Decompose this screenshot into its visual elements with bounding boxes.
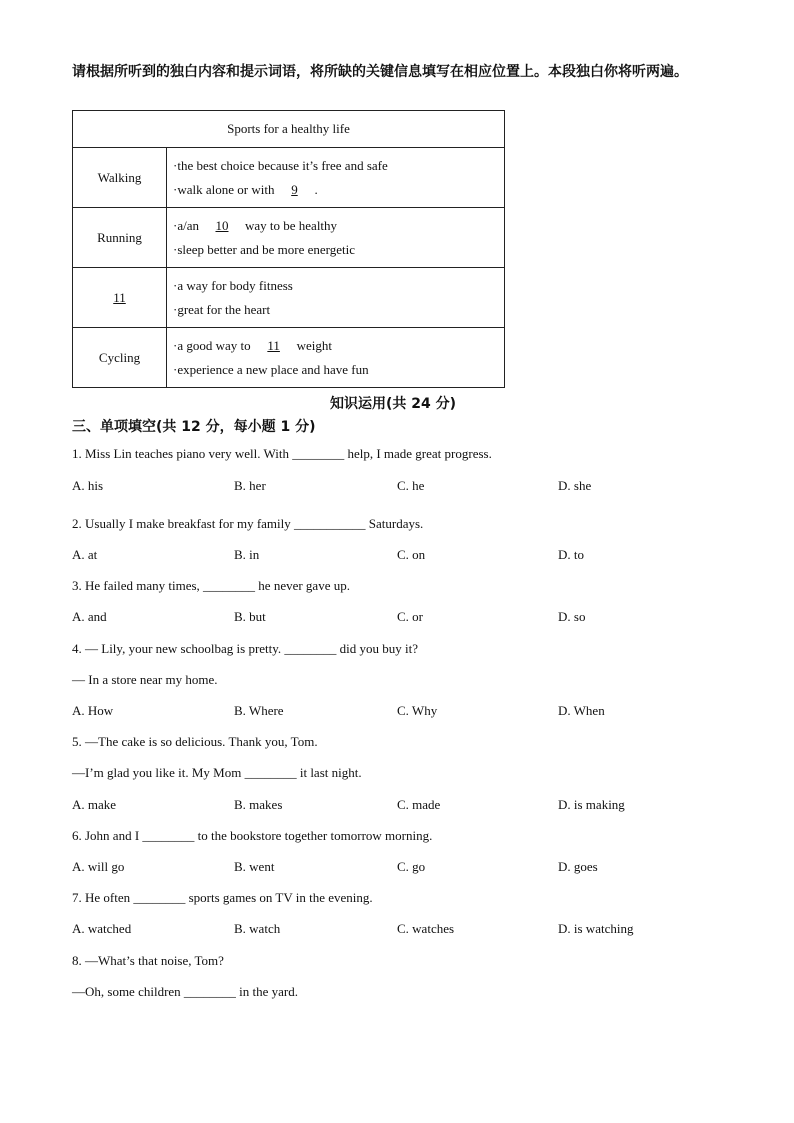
- question-6: 6. John and I ________ to the bookstore together tomorrow morning.: [72, 828, 433, 843]
- table-row: [73, 328, 505, 388]
- row3-line-1: ·a way for body fitness: [173, 277, 293, 293]
- option-c[interactable]: C. on: [397, 547, 426, 562]
- table-row: [73, 268, 505, 328]
- option-d[interactable]: D. is watching: [558, 921, 634, 936]
- category-walking: Walking: [73, 148, 167, 208]
- options-5: [72, 797, 732, 815]
- question-2: 2. Usually I make breakfast for my family ___________ Saturdays.: [72, 516, 424, 531]
- option-c[interactable]: C. go: [397, 859, 426, 874]
- blank-10[interactable]: 10: [215, 217, 229, 233]
- option-d[interactable]: D. When: [558, 703, 605, 718]
- option-a[interactable]: A. watched: [72, 921, 132, 936]
- option-b[interactable]: B. in: [234, 547, 260, 562]
- listening-instruction: 请根据所听到的独白内容和提示词语，将所缺的关键信息填写在相应位置上。本段独白你将听两遍。: [72, 64, 688, 80]
- option-a[interactable]: A. will go: [72, 859, 125, 874]
- running-line-2: ·sleep better and be more energetic: [173, 241, 356, 257]
- option-c[interactable]: C. he: [397, 478, 425, 493]
- cycling-line-2: ·experience a new place and have fun: [173, 361, 369, 377]
- table-title: Sports for a healthy life: [73, 111, 505, 148]
- walking-line-1: ·the best choice because it’s free and safe: [173, 157, 388, 173]
- question-7: 7. He often ________ sports games on TV in the evening.: [72, 890, 373, 905]
- section-heading: 三、单项填空(共 12 分，每小题 1 分): [72, 419, 316, 435]
- option-b[interactable]: B. watch: [234, 921, 281, 936]
- option-b[interactable]: B. but: [234, 609, 266, 624]
- question-8-reply: —Oh, some children ________ in the yard.: [72, 984, 299, 999]
- option-a[interactable]: A. his: [72, 478, 104, 493]
- option-a[interactable]: A. make: [72, 797, 117, 812]
- question-5-reply: —I’m glad you like it. My Mom ________ it last night.: [72, 765, 362, 780]
- category-cycling: Cycling: [73, 328, 167, 388]
- option-a[interactable]: A. at: [72, 547, 98, 562]
- question-1: 1. Miss Lin teaches piano very well. With ________ help, I made great progress.: [72, 446, 492, 461]
- row3-line-2: ·great for the heart: [173, 301, 271, 317]
- options-6: [72, 859, 732, 877]
- table-row: [73, 148, 505, 208]
- option-d[interactable]: D. is making: [558, 797, 625, 812]
- section-title: 知识运用(共 24 分): [330, 396, 457, 412]
- sports-table: [72, 110, 505, 388]
- option-b[interactable]: B. went: [234, 859, 275, 874]
- option-c[interactable]: C. or: [397, 609, 423, 624]
- blank-9[interactable]: 9: [291, 181, 298, 197]
- question-3: 3. He failed many times, ________ he never gave up.: [72, 578, 350, 593]
- running-line-1: ·a/an 10 way to be healthy: [173, 214, 504, 238]
- option-a[interactable]: A. and: [72, 609, 107, 624]
- blank-11-category[interactable]: 11: [113, 289, 126, 305]
- options-1: [72, 478, 732, 496]
- option-b[interactable]: B. Where: [234, 703, 284, 718]
- category-blank-11: [73, 268, 167, 328]
- options-4: [72, 703, 732, 721]
- option-c[interactable]: C. Why: [397, 703, 438, 718]
- option-c[interactable]: C. watches: [397, 921, 455, 936]
- question-4: 4. — Lily, your new schoolbag is pretty. ________ did you buy it?: [72, 641, 419, 656]
- option-b[interactable]: B. makes: [234, 797, 283, 812]
- option-d[interactable]: D. to: [558, 547, 584, 562]
- option-b[interactable]: B. her: [234, 478, 266, 493]
- option-a[interactable]: A. How: [72, 703, 114, 718]
- option-c[interactable]: C. made: [397, 797, 441, 812]
- blank-11[interactable]: 11: [267, 337, 280, 353]
- question-4-reply: — In a store near my home.: [72, 672, 218, 687]
- options-7: [72, 921, 732, 939]
- option-d[interactable]: D. goes: [558, 859, 598, 874]
- options-2: [72, 547, 732, 565]
- options-3: [72, 609, 732, 627]
- table-row: [73, 208, 505, 268]
- category-running: Running: [73, 208, 167, 268]
- walking-line-2: ·walk alone or with 9 .: [173, 178, 504, 202]
- cycling-line-1: ·a good way to 11 weight: [173, 334, 504, 358]
- option-d[interactable]: D. so: [558, 609, 586, 624]
- question-8: 8. —What’s that noise, Tom?: [72, 953, 224, 968]
- option-d[interactable]: D. she: [558, 478, 592, 493]
- question-5: 5. —The cake is so delicious. Thank you, Tom.: [72, 734, 318, 749]
